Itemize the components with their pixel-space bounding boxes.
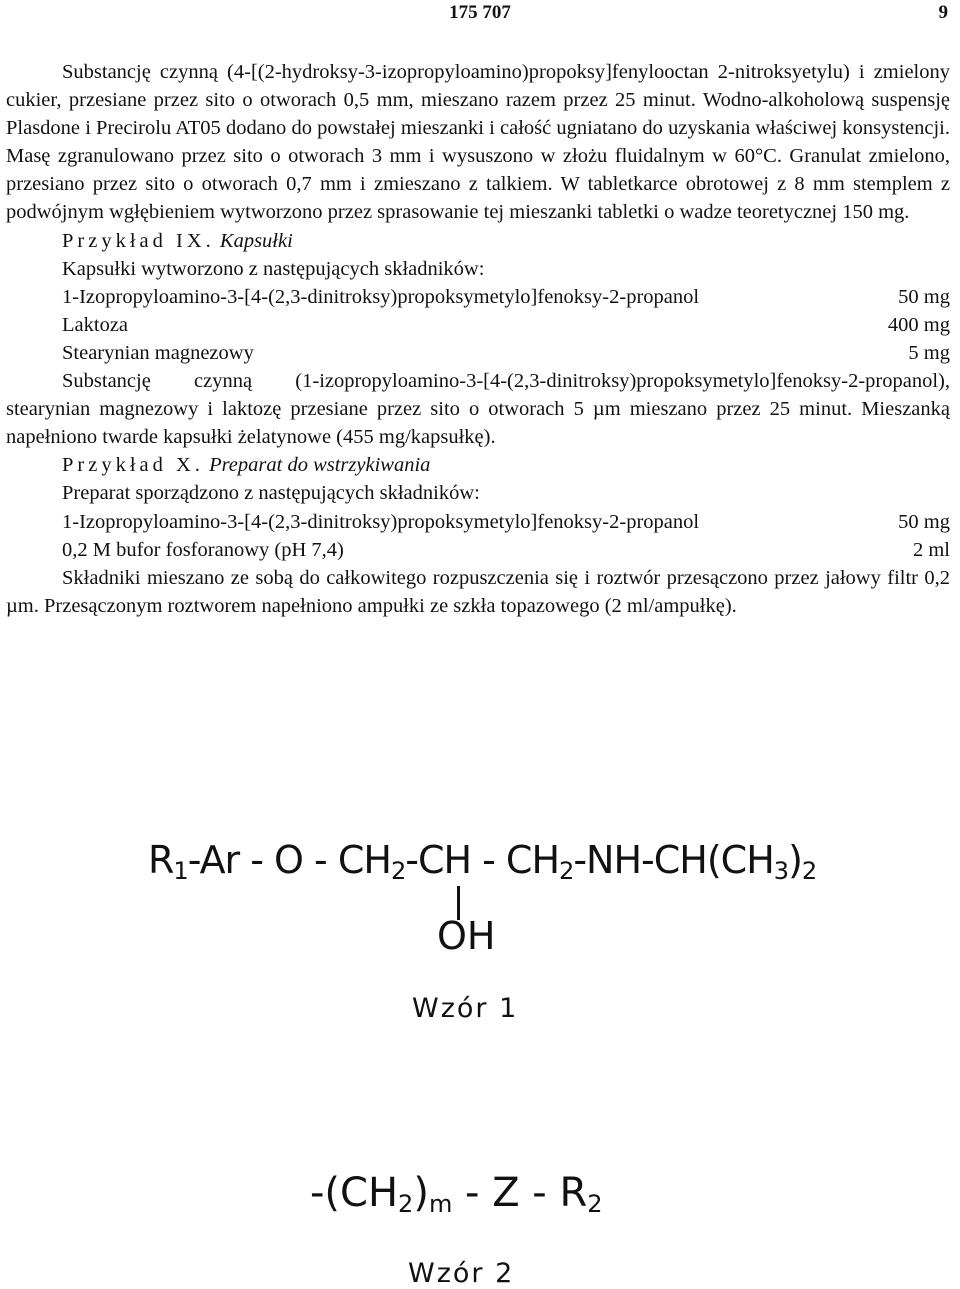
- page-number: 9: [938, 2, 948, 23]
- ingredient-name: Stearynian magnezowy: [62, 341, 254, 364]
- ingredient-row: [6, 339, 950, 367]
- formula-1-label: Wzór 1: [412, 993, 519, 1024]
- example-9-title: Kapsułki: [219, 229, 293, 252]
- example-9-intro: Kapsułki wytworzono z następujących składników:: [62, 257, 485, 280]
- ingredient-amount: 400 mg: [887, 313, 950, 336]
- ingredient-amount: 50 mg: [898, 285, 950, 308]
- example-10-text: Składniki mieszano ze sobą do całkowitego rozpuszczenia się i roztwór przesączono przez jałowy filtr 0,2 µm. Przesączonym roztworem napełniono ampułki ze szkła topazowego (2 ml/ampułkę).: [6, 566, 950, 617]
- ingredient-name: Laktoza: [62, 313, 129, 336]
- ingredient-amount: 50 mg: [898, 510, 950, 533]
- ingredient-amount: 5 mg: [908, 341, 950, 364]
- ingredient-name: 1-Izopropyloamino-3-[4-(2,3-dinitroksy)propoksymetylo]fenoksy-2-propanol: [62, 510, 700, 533]
- example-9-label: Przykład IX.: [62, 229, 215, 252]
- ingredient-name: 1-Izopropyloamino-3-[4-(2,3-dinitroksy)propoksymetylo]fenoksy-2-propanol: [62, 285, 700, 308]
- paragraph-tablet-preparation: Substancję czynną (4-[(2-hydroksy-3-izopropyloamino)propoksy]fenylooctan 2-nitroksyetylu) i zmielony cukier, przesiane przez sito o otworach 0,5 mm, mieszano razem przez 25 minut. Wodno-alkoholową suspensję Plasdone i Precirolu AT05 dodano do powstałej mieszanki i całość ugniatano do uzyskania właściwej konsystencji. Masę zgranulowano przez sito o otworach 3 mm i wysuszono w złożu fluidalnym w 60°C. Granulat zmielono, przesiano przez sito o otworach 0,7 mm i zmieszano z talkiem. W tabletkarce obrotowej z 8 mm stemplem z podwójnym wgłębieniem wytworzono przez sprasowanie tej mieszanki tabletki o wadze teoretycznej 150 mg.: [6, 61, 950, 224]
- ingredient-amount: 2 ml: [912, 538, 950, 561]
- formula-1-chain: R1-Ar - O - CH2-CH - CH2-NH-CH(CH3)2: [148, 838, 817, 885]
- ingredient-name: 0,2 M bufor fosforanowy (pH 7,4): [62, 538, 344, 561]
- example-10-label: Przykład X.: [62, 454, 204, 477]
- example-10-heading: [6, 451, 950, 479]
- ingredient-row: [6, 283, 950, 311]
- example-10-title: Preparat do wstrzykiwania: [209, 454, 431, 477]
- document-body: [6, 58, 950, 620]
- patent-number: 175 707: [449, 2, 511, 23]
- ingredient-row: [6, 536, 950, 564]
- example-10-intro: Preparat sporządzono z następujących składników:: [62, 482, 480, 505]
- formula-2-label: Wzór 2: [408, 1258, 515, 1289]
- ingredient-row: [6, 508, 950, 536]
- formula-2-chain: -(CH2)m - Z - R2: [310, 1170, 603, 1218]
- example-9-text: Substancję czynną (1-izopropyloamino-3-[4-(2,3-dinitroksy)propoksymetylo]fenoksy-2-propanol), stearynian magnezowy i laktozę przesiane przez sito o otworach 5 µm mieszano przez 25 minut. Mieszanką napełniono twarde kapsułki żelatynowe (455 mg/kapsułkę).: [6, 370, 950, 449]
- formula-1-hydroxyl: OH: [437, 914, 496, 958]
- example-9-heading: [6, 227, 950, 255]
- ingredient-row: [6, 311, 950, 339]
